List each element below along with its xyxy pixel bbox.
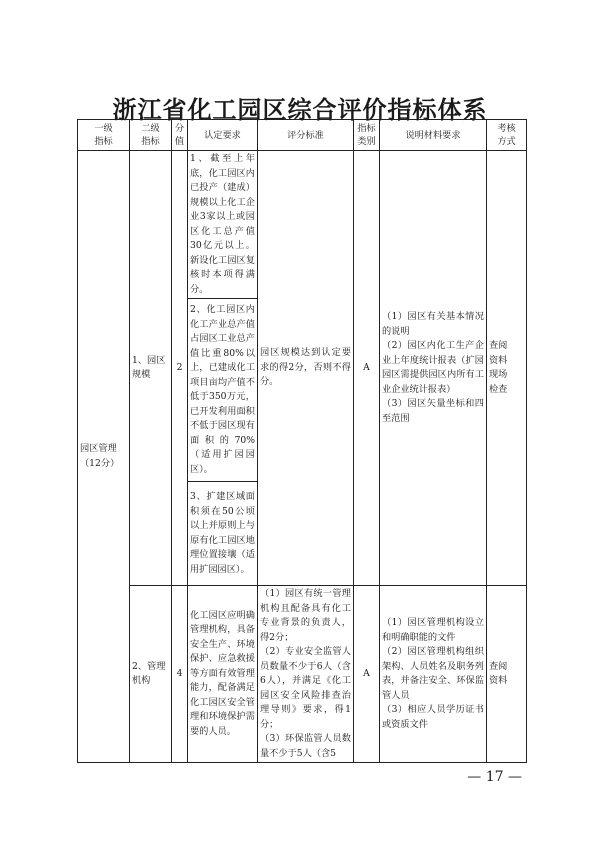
header-requirements: 认定要求 [188,120,258,151]
requirement-item: 2、化工园区内化工产业总产值占园区工业总产值比重80%以上，已建成化工项目亩均产值不低于350万元，已开发利用面积不低于园区现有面积的70%（适用扩园园区）。 [188,299,258,482]
header-scoring: 评分标准 [258,120,354,151]
table-row [78,586,527,761]
assessment-method: 查阅 资料 现场 检查 [487,151,527,586]
materials-requirement: （1）园区管理机构设立和明确职能的文件 （2）园区管理机构组织架构、人员姓名及职务列表，并备注安全、环保监管人员 （3）相应人员学历证书或资质文件 [380,586,487,763]
table-row [78,151,527,299]
page-title: 浙江省化工园区综合评价指标体系 [112,95,488,124]
header-materials: 说明材料要求 [380,120,487,151]
indicator-category: A [354,586,380,763]
header-method: 考核 方式 [487,120,527,151]
header-row [78,120,527,151]
indicator-category: A [354,151,380,586]
level2-indicator: 1、园区 规模 [130,151,172,586]
page-number: — 17 — [467,769,522,785]
level1-indicator: 园区管理 （12分） [78,151,130,763]
header-level2: 二级 指标 [130,120,172,151]
header-category: 指标 类别 [354,120,380,151]
header-level1: 一级 指标 [78,120,130,151]
score-value: 2 [172,151,188,586]
requirement-item: 3、扩建区域面积须在50公顷以上并原则上与原有化工园区地理位置接壤（适用扩园园区）。 [188,482,258,586]
scoring-standard: （1）园区有统一管理机构且配备具有化工专业背景的负责人，得2分； （2）专业安全监管人员数量不少于6人（含6人），并满足《化工园区安全风险排查治理导则》要求，得1分； （3）环保监管人员数量不少于5人（含5 [258,586,354,763]
score-value: 4 [172,586,188,763]
scoring-standard: 园区规模达到认定要求的得2分，否则不得分。 [258,151,354,586]
level2-indicator: 2、管理 机构 [130,586,172,763]
indicator-table [77,119,527,763]
requirement-item: 1、截至上年底，化工园区内已投产（建成）规模以上化工企业3家以上或园区化工总产值30亿元以上。新设化工园区复核时本项得满分。 [188,151,258,299]
materials-requirement: （1）园区有关基本情况的说明 （2）园区内化工生产企业上年度统计报表（扩园园区需提供园区内所有工业企业统计报表） （3）园区矢量坐标和四至范围 [380,151,487,586]
requirement-item: 化工园区应明确管理机构，具备安全生产、环境保护、应急救援等方面有效管理能力，配备满足化工园区安全管理和环境保护需要的人员。 [188,586,258,763]
assessment-method: 查阅 资料 [487,586,527,763]
header-score: 分 值 [172,120,188,151]
